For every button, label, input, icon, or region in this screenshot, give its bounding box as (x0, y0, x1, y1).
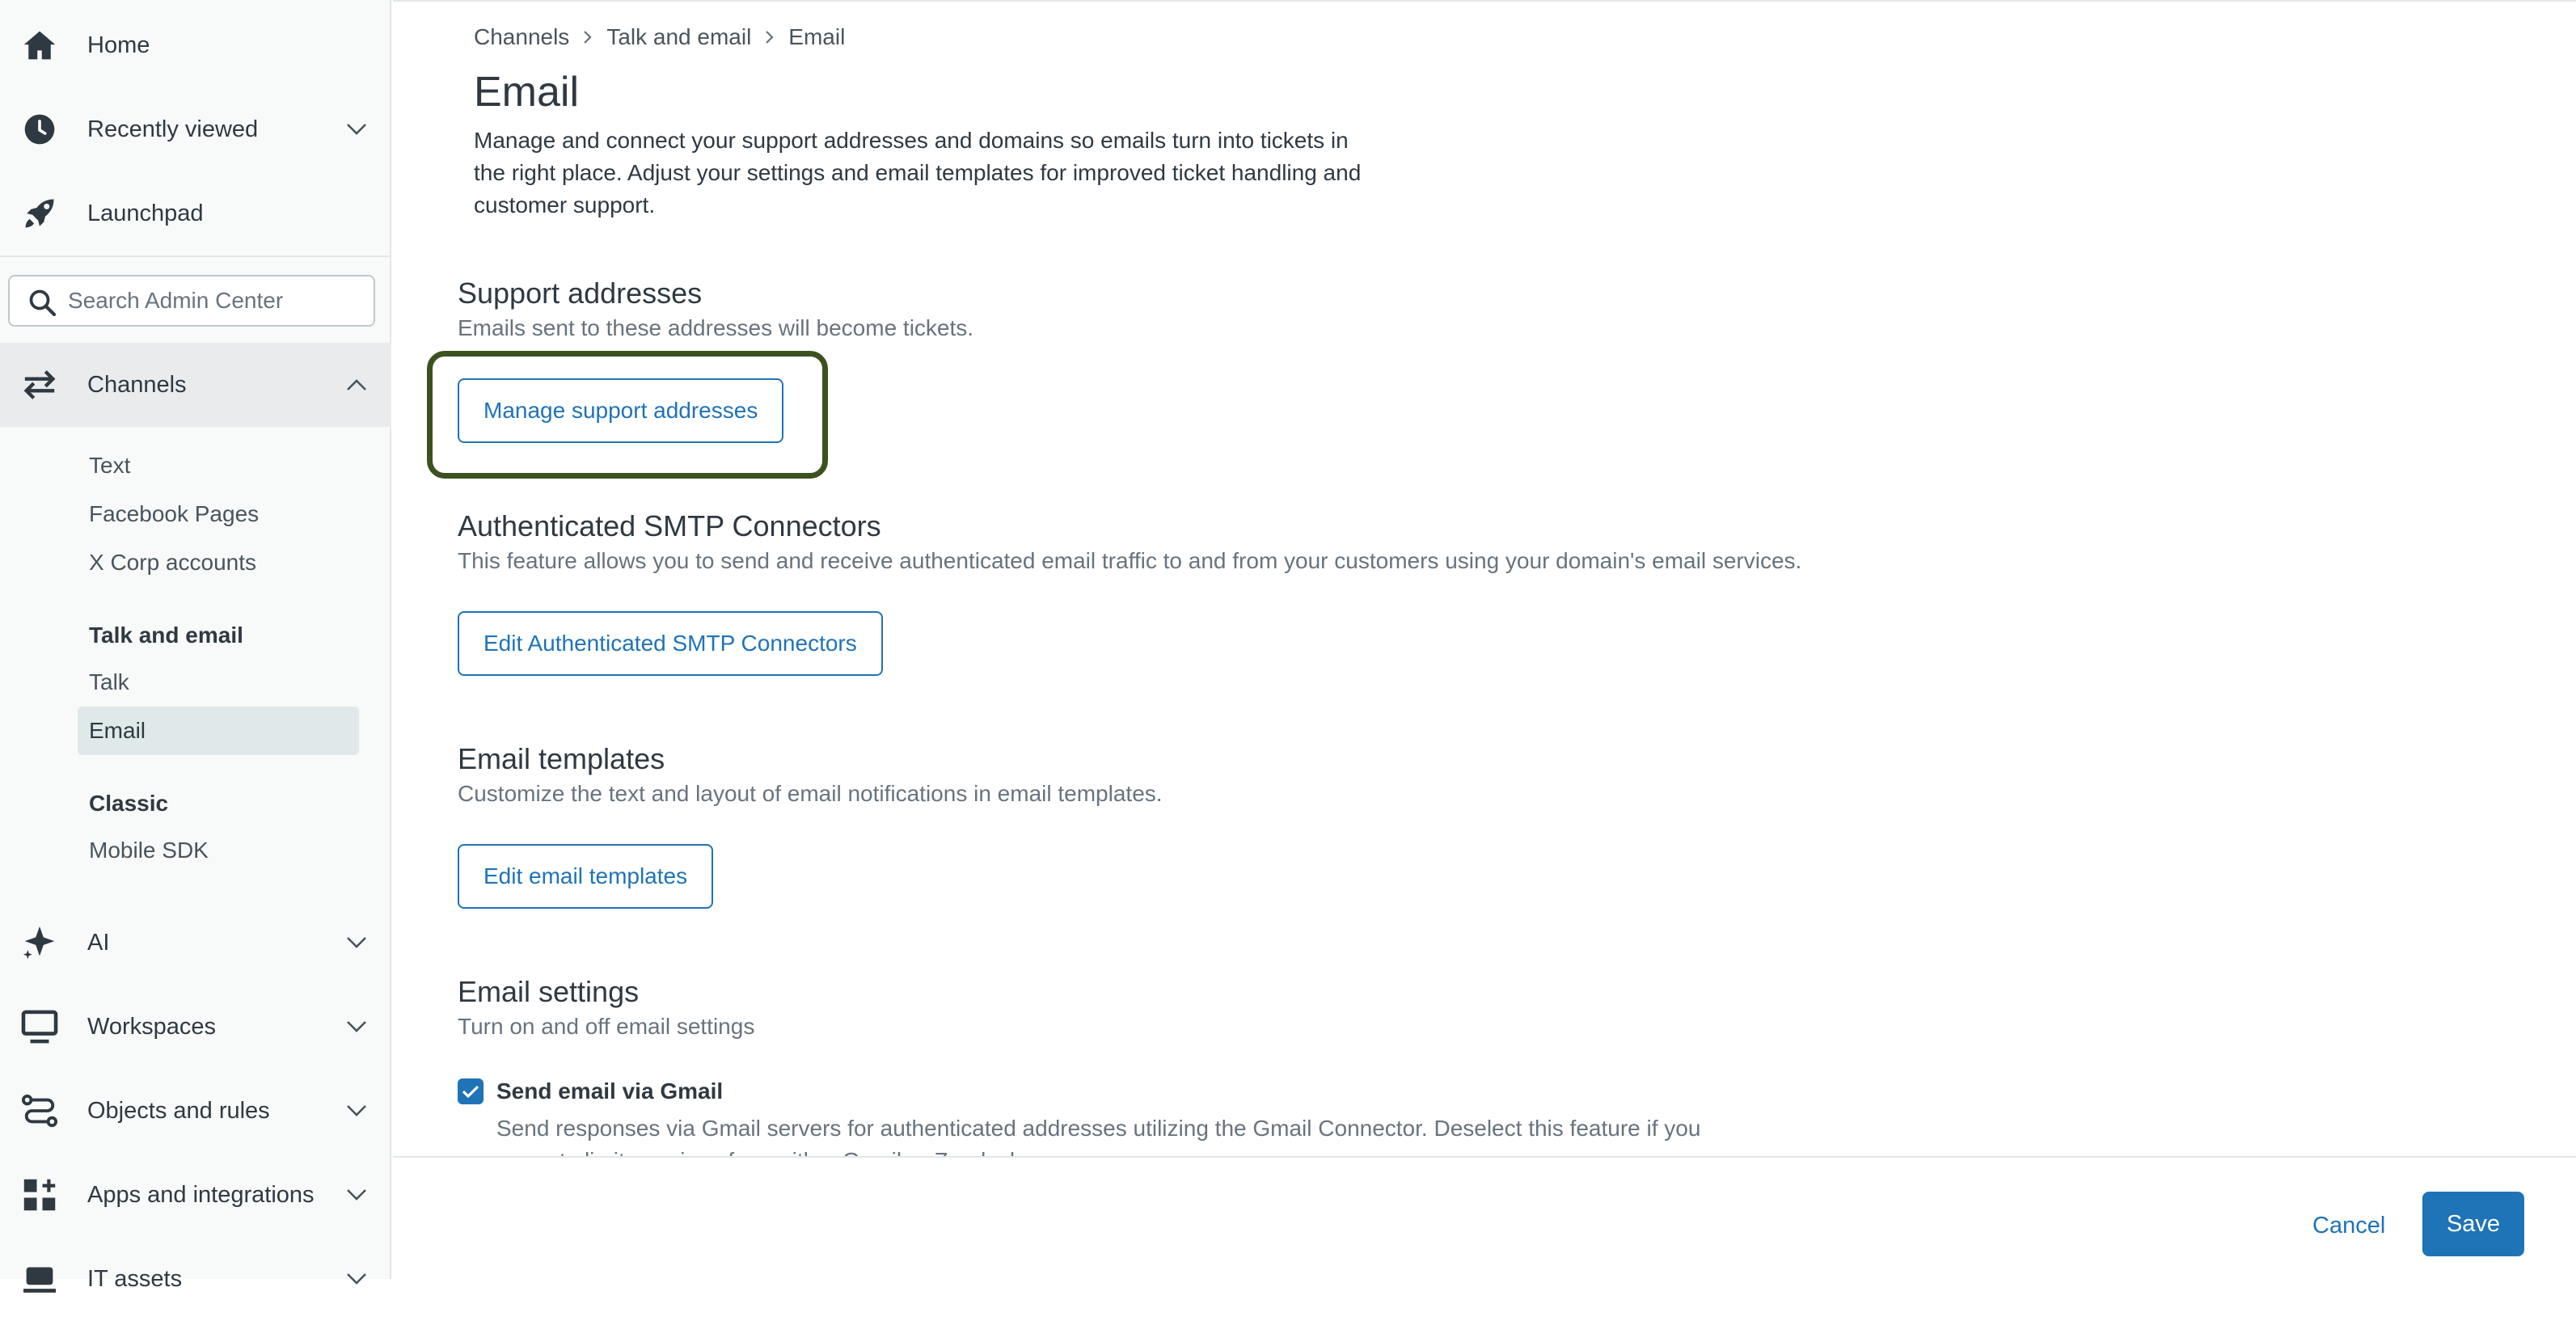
edit-smtp-connectors-button[interactable]: Edit Authenticated SMTP Connectors (458, 611, 883, 676)
chevron-down-icon[interactable] (344, 117, 369, 141)
sidebar (0, 0, 391, 1292)
nav-ai-label: AI (87, 929, 110, 956)
sidebar-item-facebook-pages[interactable]: Facebook Pages (89, 501, 260, 526)
breadcrumb (474, 24, 845, 50)
sidebar-item-text[interactable]: Text (89, 453, 131, 478)
page-description: Manage and connect your support addresses and domains so emails turn into tickets in the right place. Adjust your settings and email templates for improved ticket handling and customer support. (474, 128, 1362, 217)
nav-objects-rules-label: Objects and rules (87, 1097, 270, 1124)
breadcrumb-email: Email (788, 24, 846, 49)
sidebar-item-x-corp-accounts[interactable]: X Corp accounts (89, 550, 256, 575)
smtp-connectors-title: Authenticated SMTP Connectors (458, 509, 881, 542)
breadcrumb-channels[interactable]: Channels (474, 24, 570, 49)
edit-email-templates-button[interactable]: Edit email templates (458, 844, 713, 909)
breadcrumb-talk-email[interactable]: Talk and email (606, 24, 752, 49)
nav-home-label: Home (87, 32, 150, 58)
laptop-icon (19, 1259, 60, 1299)
sidebar-divider (0, 255, 391, 257)
search-input[interactable] (68, 283, 359, 319)
nav-objects-rules[interactable] (0, 1069, 391, 1153)
nav-recently-viewed[interactable] (0, 87, 391, 171)
footer-bar (393, 1156, 2576, 1279)
chevron-down-icon[interactable] (344, 1015, 369, 1039)
nav-ai[interactable] (0, 901, 391, 985)
rocket-icon (19, 193, 60, 234)
sidebar-group-classic: Classic (89, 791, 169, 816)
top-border (393, 0, 2576, 2)
smtp-connectors-desc: This feature allows you to send and receive authenticated email traffic to and from your customers using your domain's email services. (458, 548, 1802, 573)
nav-home[interactable] (0, 3, 391, 87)
nav-workspaces[interactable] (0, 985, 391, 1069)
nav-it-assets[interactable] (0, 1237, 391, 1321)
nav-recently-viewed-label: Recently viewed (87, 116, 259, 142)
email-settings-title: Email settings (458, 975, 640, 1008)
nav-workspaces-label: Workspaces (87, 1013, 217, 1040)
sidebar-group-talk-email: Talk and email (89, 623, 243, 648)
chevron-down-icon[interactable] (344, 1183, 369, 1207)
chevron-right-icon (581, 30, 595, 44)
monitor-icon (19, 1007, 60, 1047)
clock-icon (19, 109, 60, 150)
send-via-gmail-label: Send email via Gmail (496, 1078, 724, 1104)
send-via-gmail-checkbox[interactable] (458, 1078, 484, 1104)
nav-it-assets-label: IT assets (87, 1265, 183, 1292)
nav-apps-integrations[interactable] (0, 1153, 391, 1237)
email-settings-desc: Turn on and off email settings (458, 1014, 755, 1039)
cancel-button[interactable]: Cancel (2296, 1193, 2401, 1258)
chevron-up-icon[interactable] (344, 373, 369, 397)
objects-rules-icon (19, 1091, 60, 1131)
support-addresses-desc: Emails sent to these addresses will become tickets. (458, 315, 974, 340)
nav-channels-label: Channels (87, 371, 187, 398)
sidebar-item-email[interactable]: Email (89, 718, 146, 743)
email-templates-desc: Customize the text and layout of email notifications in email templates. (458, 781, 1163, 806)
apps-grid-icon (19, 1175, 60, 1215)
home-icon (19, 25, 60, 65)
send-via-gmail-desc: Send responses via Gmail servers for authenticated addresses utilizing the Gmail Connector. Deselect this feature if you (496, 1116, 1701, 1141)
nav-launchpad[interactable] (0, 171, 391, 255)
nav-launchpad-label: Launchpad (87, 200, 204, 226)
manage-support-addresses-button[interactable]: Manage support addresses (458, 378, 783, 443)
support-addresses-title: Support addresses (458, 276, 703, 310)
save-button[interactable]: Save (2422, 1192, 2524, 1256)
sidebar-item-mobile-sdk[interactable]: Mobile SDK (89, 838, 209, 863)
page-title: Email (474, 69, 580, 116)
sparkle-icon (19, 922, 60, 963)
sidebar-item-talk[interactable]: Talk (89, 669, 129, 694)
chevron-right-icon (762, 30, 777, 44)
nav-apps-integrations-label: Apps and integrations (87, 1181, 315, 1208)
chevron-down-icon[interactable] (344, 931, 369, 955)
arrows-exchange-icon (19, 365, 60, 405)
checkmark-icon (462, 1084, 479, 1099)
gmail-setting-row (458, 1078, 484, 1104)
admin-search[interactable] (8, 275, 375, 327)
email-templates-title: Email templates (458, 742, 665, 775)
search-icon (27, 288, 57, 317)
nav-channels[interactable] (0, 343, 391, 427)
chevron-down-icon[interactable] (344, 1267, 369, 1291)
chevron-down-icon[interactable] (344, 1099, 369, 1123)
